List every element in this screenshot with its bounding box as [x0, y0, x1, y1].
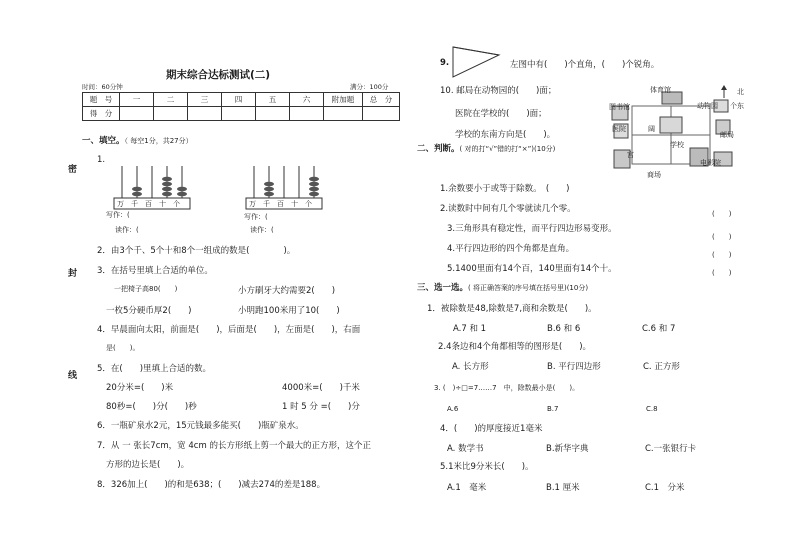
judge-answer-paren[interactable]: ( ) — [712, 210, 732, 218]
abacus-bead — [309, 192, 319, 197]
question-2: 2．由3个千、5个十和8个一组成的数是( )。 — [97, 246, 296, 256]
judge-3: 3.三角形具有稳定性，而平行四边形易变形。 — [447, 224, 617, 234]
section-fill-in-heading: 一、填空。（ 每空1分，共27分） — [82, 136, 193, 146]
question-10: 10. 邮局在动物园的( )面； — [440, 86, 557, 96]
abacus-bead — [162, 187, 172, 192]
question-5b: 4000米=( )千米 — [282, 383, 360, 393]
choice-2-option-a[interactable]: A. 长方形 — [452, 362, 489, 372]
abacus-bead — [177, 187, 187, 192]
map-label-cinema: 电影院 — [700, 159, 721, 167]
table-cell: 五 — [256, 93, 290, 107]
choice-4: 4．( )的厚度接近1毫米 — [440, 424, 543, 434]
question-1-number: 1. — [97, 155, 106, 165]
abacus-bead — [309, 182, 319, 187]
choice-5-option-c[interactable]: C.1 分米 — [645, 483, 685, 493]
abacus-bead — [264, 192, 274, 197]
table-cell: 二 — [154, 93, 188, 107]
abacus-bead — [132, 187, 142, 192]
right-triangle-figure — [451, 45, 501, 79]
map-label-mall: 商场 — [647, 171, 661, 179]
choice-5: 5.1米比9分米长( )。 — [440, 462, 534, 472]
question-9-number: 9. — [440, 58, 450, 68]
side-mark-seal: 密 — [68, 165, 78, 175]
abacus-bead — [264, 182, 274, 187]
question-3a: 一把椅子高80( ) — [114, 285, 178, 293]
map-label-hospital: 医院 — [612, 125, 626, 133]
score-cell[interactable] — [188, 107, 222, 121]
judge-4: 4.平行四边形的四个角都是直角。 — [447, 244, 575, 254]
full-score-label: 满分：100分 — [350, 83, 389, 91]
question-3d: 小明跑100米用了10( ) — [238, 306, 340, 316]
map-fragment-east: 个东 — [730, 102, 744, 110]
school-building-icon — [660, 117, 682, 133]
table-cell: 附加题 — [324, 93, 363, 107]
map-label-stadium: 体育馆 — [650, 86, 671, 94]
judge-answer-paren[interactable]: ( ) — [712, 233, 732, 241]
score-cell[interactable] — [222, 107, 256, 121]
choice-1-option-b[interactable]: B.6 和 6 — [547, 324, 581, 334]
judge-answer-paren[interactable]: ( ) — [712, 251, 732, 259]
question-7-cont: 方形的边长是( )。 — [106, 460, 190, 470]
score-table-score-row — [83, 107, 400, 121]
choice-4-option-a[interactable]: A. 数学书 — [447, 444, 484, 454]
map-label-library: 图书馆 — [609, 103, 630, 111]
choice-3-option-c[interactable]: C.8 — [646, 405, 658, 413]
choice-1: 1．被除数是48,除数是7,商和余数是( )。 — [427, 304, 597, 314]
abacus-bead — [162, 177, 172, 182]
judge-answer-paren[interactable]: ( ) — [712, 269, 732, 277]
question-5d: 1 时 5 分 =( )分 — [282, 402, 360, 412]
section-judge-heading: 二、判断。( 对的打“√”错的打“×”)(10分) — [417, 144, 556, 154]
time-label: 时间：60分钟 — [82, 83, 123, 91]
score-cell[interactable] — [290, 107, 324, 121]
choice-3-option-a[interactable]: A.6 — [447, 405, 459, 413]
question-3: 3．在括号里填上合适的单位。 — [97, 266, 213, 276]
table-cell: 总 分 — [363, 93, 400, 107]
write-as-1: 写作：( — [106, 211, 130, 219]
map-fragment-kuo: 阔 — [648, 125, 655, 133]
map-label-school: 学校 — [670, 141, 684, 149]
abacus-bead — [309, 187, 319, 192]
question-9: 左图中有( )个直角，( )个锐角。 — [510, 60, 660, 70]
question-5: 5．在( )里填上合适的数。 — [97, 364, 212, 374]
question-8: 8．326加上( )的和是638；( )减去274的差是188。 — [97, 480, 326, 490]
judge-5: 5.1400里面有14个百，140里面有14个十。 — [447, 264, 617, 274]
question-10c: 学校的东南方向是( )。 — [455, 130, 556, 140]
section-choose-heading: 三、选一选。( 将正确答案的序号填在括号里)(10分) — [417, 283, 589, 293]
choice-5-option-a[interactable]: A.1 毫米 — [447, 483, 487, 493]
side-mark-fold: 封 — [68, 269, 78, 279]
abacus-bead — [264, 187, 274, 192]
abacus-bead — [132, 192, 142, 197]
choice-1-option-a[interactable]: A.7 和 1 — [453, 324, 487, 334]
table-cell: 得 分 — [83, 107, 120, 121]
judge-2: 2.读数时中间有几个零就读几个零。 — [440, 204, 576, 214]
question-4-cont: 是( )。 — [106, 344, 140, 352]
score-table-header-row — [83, 93, 400, 107]
north-arrowhead-icon — [721, 85, 727, 90]
choice-4-option-c[interactable]: C.一张银行卡 — [645, 444, 697, 454]
judge-1: 1.余数要小于或等于除数。 ( ) — [440, 184, 570, 194]
question-7: 7．从 一 张长7cm，宽 4cm 的长方形纸上剪一个最大的正方形，这个正 — [97, 441, 371, 451]
map-label-post-office: 邮局 — [720, 131, 734, 139]
table-cell: 三 — [188, 93, 222, 107]
abacus-2-labels: 万千百十个 — [249, 200, 319, 208]
score-cell[interactable] — [256, 107, 290, 121]
question-3c: 一枚5分硬币厚2( ) — [106, 306, 192, 316]
abacus-bead — [162, 192, 172, 197]
question-4: 4．早晨面向太阳，前面是( )，后面是( )，左面是( )，右面 — [97, 325, 361, 335]
choice-3: 3. ( )÷□=7……7 中，除数最小是( )。 — [434, 384, 580, 392]
choice-2-option-c[interactable]: C. 正方形 — [643, 362, 680, 372]
score-cell[interactable] — [363, 107, 400, 121]
score-table — [82, 92, 400, 121]
read-as-1: 读作：( — [115, 226, 139, 234]
question-5c: 80秒=( )分( )秒 — [106, 402, 197, 412]
score-cell[interactable] — [324, 107, 363, 121]
choice-5-option-b[interactable]: B.1 厘米 — [546, 483, 580, 493]
question-10b: 医院在学校的( )面； — [455, 109, 547, 119]
choice-2-option-b[interactable]: B. 平行四边形 — [547, 362, 601, 372]
table-cell: 四 — [222, 93, 256, 107]
score-cell[interactable] — [120, 107, 154, 121]
question-6: 6．一瓶矿泉水2元，15元钱最多能买( )瓶矿泉水。 — [97, 421, 304, 431]
table-cell: 六 — [290, 93, 324, 107]
side-mark-line: 线 — [68, 371, 78, 381]
abacus-bead — [309, 177, 319, 182]
abacus-bead — [162, 182, 172, 187]
map-label-palace: 宫 — [627, 151, 634, 159]
question-5a: 20分米=( )米 — [106, 383, 174, 393]
table-cell: 一 — [120, 93, 154, 107]
choice-4-option-b[interactable]: B.新华字典 — [546, 444, 589, 454]
abacus-bead — [177, 192, 187, 197]
abacus-1-labels: 万千百十个 — [117, 200, 187, 208]
page-title: 期末综合达标测试(二) — [166, 69, 271, 81]
question-3b: 小方刷牙大约需要2( ) — [238, 286, 336, 296]
score-cell[interactable] — [154, 107, 188, 121]
read-as-2: 读作：( — [250, 226, 274, 234]
map-label-zoo: 动物园 — [697, 102, 718, 110]
write-as-2: 写作：( — [244, 213, 268, 221]
choice-2: 2.4条边和4个角都相等的图形是( )。 — [438, 342, 592, 352]
table-cell: 题 号 — [83, 93, 120, 107]
map-north: 北 — [737, 88, 744, 96]
choice-3-option-b[interactable]: B.7 — [547, 405, 559, 413]
choice-1-option-c[interactable]: C.6 和 7 — [642, 324, 676, 334]
